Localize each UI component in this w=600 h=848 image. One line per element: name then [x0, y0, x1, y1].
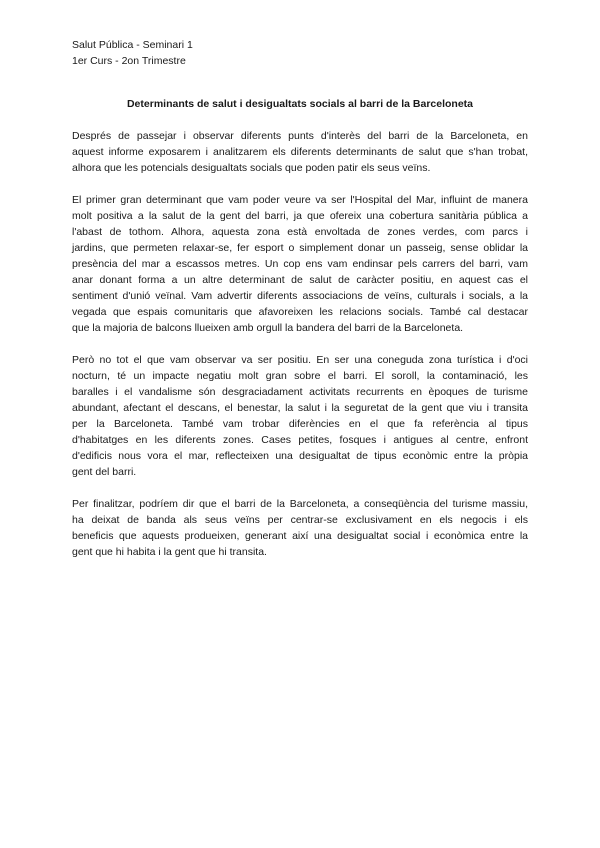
text-line: vegada que espais comunitaris que afavoreixen les relacions socials. També cal destacar — [72, 306, 528, 318]
text-line: jardins, que permeten relaxar-se, fer esport o simplement donar un passeig, sense oblidar la — [72, 242, 528, 254]
text-line: Després de passejar i observar diferents punts d'interès del barri de la Barceloneta, en — [72, 130, 528, 142]
document-title: Determinants de salut i desigualtats socials al barri de la Barceloneta — [126, 98, 474, 110]
text-line: d'habitatges en les diferents zones. Cases petites, fosques i antigues al centre, enfront — [72, 434, 528, 446]
text-line: baralles i el vandalisme són desgraciadament activitats recurrents en èpoques de turisme — [72, 386, 528, 398]
text-line: El primer gran determinant que vam poder veure va ser l'Hospital del Mar, influint de manera — [72, 194, 528, 206]
text-line: per la Barceloneta. També vam trobar diferències en el que fa referència al tipus — [72, 418, 528, 430]
text-line: Però no tot el que vam observar va ser positiu. En ser una coneguda zona turística i d'oci — [72, 354, 528, 366]
text-line: anar donant forma a un altre determinant de salut de caràcter positiu, en aquest cas el — [72, 274, 528, 286]
text-line: nocturn, té un impacte negatiu molt gran sobre el barri. El soroll, la contaminació, les — [72, 370, 528, 382]
text-line: gent del barri. — [72, 466, 137, 478]
paragraph-negative-determinants — [72, 352, 528, 480]
text-line: gent que hi habita i la gent que hi transita. — [72, 546, 267, 558]
text-line: d'edificis nous vora el mar, reflecteixen una desigualtat de tipus econòmic entre la pròpia — [72, 450, 528, 462]
text-line: ha deixat de banda als seus veïns per centrar-se exclusivament en els negocis i els — [72, 514, 528, 526]
course-line: Salut Pública - Seminari 1 — [72, 39, 193, 51]
text-line: molt positiva a la salut de la gent del barri, ja que ofereix una cobertura sanitària pública a — [72, 210, 528, 222]
term-line: 1er Curs - 2on Trimestre — [72, 55, 186, 67]
text-line: alhora que les potencials desigualtats socials que poden patir els seus veïns. — [72, 162, 431, 174]
document-body — [72, 128, 528, 576]
text-line: presència del mar a escassos metres. Un cop ens vam endinsar pels carrers del barri, vam — [72, 258, 528, 270]
text-line: beneficis que aquests produeixen, generant així una desigualtat social i econòmica entre la — [72, 530, 528, 542]
paragraph-intro — [72, 128, 528, 176]
text-line: que la majoria de balcons llueixen amb orgull la bandera del barri de la Barceloneta. — [72, 322, 464, 334]
paragraph-positive-determinants — [72, 192, 528, 336]
text-line: sentiment d'unió veïnal. Vam advertir diferents associacions de veïns, culturals i socials, a la — [72, 290, 528, 302]
text-line: aquest informe exposarem i analitzarem els diferents determinants de salut que s'han trobat, — [72, 146, 528, 158]
text-line: abundant, afectant el descans, el benestar, la salut i la seguretat de la gent que viu i transita — [72, 402, 528, 414]
document-header — [72, 37, 193, 69]
text-line: Per finalitzar, podríem dir que el barri de la Barceloneta, a conseqüència del turisme massiu, — [72, 498, 528, 510]
paragraph-conclusion — [72, 496, 528, 560]
text-line: l'abast de tothom. Alhora, aquesta zona està envoltada de zones verdes, com parcs i — [72, 226, 528, 238]
